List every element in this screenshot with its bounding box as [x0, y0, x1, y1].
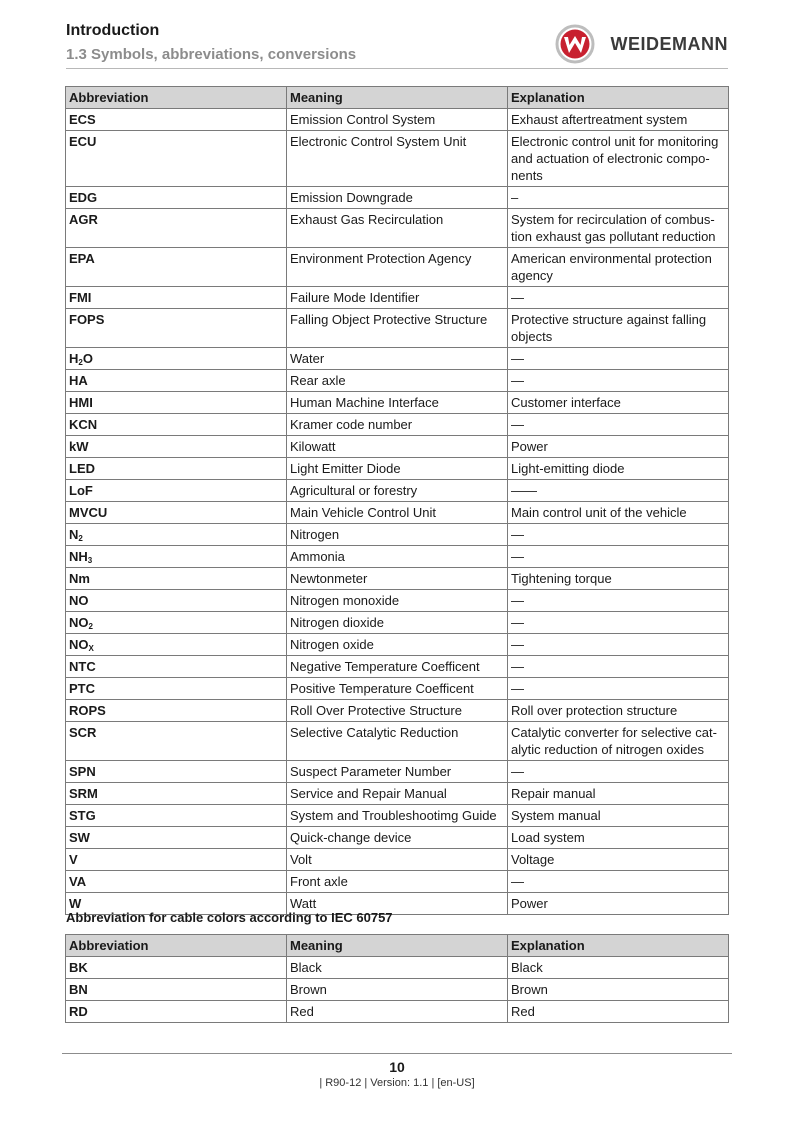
explanation-cell: Main control unit of the vehicle: [508, 502, 729, 524]
table-header-row: [66, 935, 729, 957]
table-row: [66, 1001, 729, 1023]
meaning-cell: Electronic Control System Unit: [287, 131, 508, 187]
meaning-cell: Environment Protection Agency: [287, 248, 508, 287]
meaning-cell: Human Machine Interface: [287, 392, 508, 414]
table-row: [66, 805, 729, 827]
explanation-cell: —: [508, 414, 729, 436]
document-info: | R90-12 | Version: 1.1 | [en-US]: [319, 1077, 475, 1089]
column-header-abbreviation: Abbreviation: [66, 87, 287, 109]
meaning-cell: Suspect Parameter Number: [287, 761, 508, 783]
weidemann-logo: [555, 24, 729, 64]
abbreviation-text: W: [69, 896, 82, 911]
meaning-cell: Kilowatt: [287, 436, 508, 458]
meaning-cell: Newtonmeter: [287, 568, 508, 590]
table-row: [66, 700, 729, 722]
abbreviation-text: RD: [69, 1004, 88, 1019]
abbreviation-text: SPN: [69, 764, 96, 779]
explanation-cell: —: [508, 524, 729, 546]
explanation-cell: Roll over protection structure: [508, 700, 729, 722]
abbreviation-cell: [66, 722, 287, 761]
abbreviation-text: KCN: [69, 417, 98, 432]
explanation-cell: —: [508, 871, 729, 893]
table-row: [66, 568, 729, 590]
table-row: [66, 392, 729, 414]
table-row: [66, 957, 729, 979]
explanation-cell: System manual: [508, 805, 729, 827]
table-row: [66, 109, 729, 131]
abbreviation-cell: [66, 248, 287, 287]
abbreviation-text: FMI: [69, 290, 92, 305]
abbreviation-text: NO: [69, 615, 89, 630]
abbreviation-text: EPA: [69, 251, 95, 266]
meaning-cell: Front axle: [287, 871, 508, 893]
abbreviation-cell: [66, 805, 287, 827]
meaning-cell: Volt: [287, 849, 508, 871]
meaning-cell: Negative Temperature Coefficent: [287, 656, 508, 678]
abbreviation-subscript: 2: [88, 622, 93, 631]
abbreviation-cell: [66, 309, 287, 348]
abbreviation-text: NO: [69, 593, 89, 608]
abbreviation-subscript: 3: [87, 556, 93, 565]
meaning-cell: Roll Over Protective Structure: [287, 700, 508, 722]
page-number: 10: [389, 1059, 405, 1075]
abbreviation-cell: [66, 546, 287, 568]
brand-name: WEIDEMANN: [610, 33, 728, 54]
abbreviation-text: LoF: [69, 483, 93, 498]
abbreviation-cell: [66, 370, 287, 392]
abbreviation-text: Nm: [69, 571, 90, 586]
abbreviation-text: BK: [69, 960, 88, 975]
table-row: [66, 348, 729, 370]
abbreviation-cell: [66, 414, 287, 436]
table-row: [66, 546, 729, 568]
abbreviation-text: ECU: [69, 134, 97, 149]
explanation-cell: —: [508, 546, 729, 568]
table-row: [66, 849, 729, 871]
meaning-cell: Main Vehicle Control Unit: [287, 502, 508, 524]
table-row: [66, 458, 729, 480]
meaning-cell: Water: [287, 348, 508, 370]
abbreviation-cell: [66, 590, 287, 612]
abbreviation-cell: [66, 436, 287, 458]
abbreviation-cell: [66, 1001, 287, 1023]
abbreviation-text: NO: [69, 637, 89, 652]
explanation-cell: —: [508, 761, 729, 783]
abbreviation-text: MVCU: [69, 505, 108, 520]
explanation-cell: Exhaust aftertreatment system: [508, 109, 729, 131]
abbreviation-text: SCR: [69, 725, 97, 740]
meaning-cell: Nitrogen oxide: [287, 634, 508, 656]
abbreviation-subscript: 2: [78, 534, 83, 543]
explanation-cell: —: [508, 612, 729, 634]
explanation-cell: Black: [508, 957, 729, 979]
table-row: [66, 309, 729, 348]
meaning-cell: Nitrogen dioxide: [287, 612, 508, 634]
meaning-cell: Falling Object Protective Structure: [287, 309, 508, 348]
explanation-cell: —: [508, 590, 729, 612]
abbreviation-text: AGR: [69, 212, 98, 227]
explanation-cell: Customer interface: [508, 392, 729, 414]
abbreviation-text: LED: [69, 461, 95, 476]
meaning-cell: Nitrogen monoxide: [287, 590, 508, 612]
meaning-cell: Agricultural or forestry: [287, 480, 508, 502]
abbreviation-text: N: [69, 527, 79, 542]
abbreviation-text: kW: [69, 439, 89, 454]
explanation-cell: Load system: [508, 827, 729, 849]
meaning-cell: Watt: [287, 893, 508, 915]
abbreviation-cell: [66, 634, 287, 656]
meaning-cell: Selective Catalytic Reduction: [287, 722, 508, 761]
table-row: [66, 131, 729, 187]
explanation-cell: Brown: [508, 979, 729, 1001]
abbreviation-cell: [66, 612, 287, 634]
meaning-cell: Emission Control System: [287, 109, 508, 131]
meaning-cell: Emission Downgrade: [287, 187, 508, 209]
column-header-meaning: Meaning: [287, 87, 508, 109]
meaning-cell: Light Emitter Diode: [287, 458, 508, 480]
table-row: [66, 370, 729, 392]
abbreviation-cell: [66, 524, 287, 546]
cable-colors-heading: Abbreviation for cable colors according to IEC 60757: [66, 910, 393, 925]
explanation-cell: Electronic control unit for monitoring and actuation of electronic compo-nents: [508, 131, 729, 187]
cable-colors-table: [65, 934, 729, 1023]
explanation-cell: —: [508, 656, 729, 678]
abbreviation-text: SW: [69, 830, 90, 845]
abbreviation-cell: [66, 678, 287, 700]
abbreviation-text: EDG: [69, 190, 98, 205]
section-subtitle: 1.3 Symbols, abbreviations, conversions: [66, 46, 357, 63]
abbreviation-text: NH: [69, 549, 88, 564]
abbreviation-text: HA: [69, 373, 88, 388]
page-header: [66, 20, 728, 69]
abbreviation-text: SRM: [69, 786, 98, 801]
abbreviation-cell: [66, 392, 287, 414]
explanation-cell: Voltage: [508, 849, 729, 871]
cable-colors-table-body: [66, 957, 729, 1023]
abbreviation-cell: [66, 131, 287, 187]
abbreviations-table: [65, 86, 729, 915]
explanation-cell: Repair manual: [508, 783, 729, 805]
table-row: [66, 612, 729, 634]
table-row: [66, 187, 729, 209]
table-row: [66, 761, 729, 783]
meaning-cell: Quick-change device: [287, 827, 508, 849]
abbreviation-cell: [66, 209, 287, 248]
table-row: [66, 287, 729, 309]
table-row: [66, 656, 729, 678]
abbreviation-suffix: O: [82, 351, 93, 366]
explanation-cell: Light-emitting diode: [508, 458, 729, 480]
meaning-cell: Rear axle: [287, 370, 508, 392]
table-row: [66, 590, 729, 612]
abbreviations-table-body: [66, 109, 729, 915]
abbreviation-cell: [66, 871, 287, 893]
explanation-cell: —: [508, 370, 729, 392]
table-row: [66, 634, 729, 656]
abbreviation-text: PTC: [69, 681, 95, 696]
explanation-cell: Power: [508, 436, 729, 458]
abbreviation-text: ROPS: [69, 703, 106, 718]
explanation-cell: Power: [508, 893, 729, 915]
column-header-explanation: Explanation: [508, 935, 729, 957]
meaning-cell: Kramer code number: [287, 414, 508, 436]
abbreviation-text: NTC: [69, 659, 96, 674]
abbreviation-text: HMI: [69, 395, 93, 410]
explanation-cell: Catalytic converter for selective cat-alytic reduction of nitrogen oxides: [508, 722, 729, 761]
abbreviation-text: ECS: [69, 112, 96, 127]
table-row: [66, 480, 729, 502]
abbreviation-cell: [66, 700, 287, 722]
explanation-cell: ——: [508, 480, 729, 502]
meaning-cell: Failure Mode Identifier: [287, 287, 508, 309]
column-header-abbreviation: Abbreviation: [66, 935, 287, 957]
explanation-cell: —: [508, 287, 729, 309]
explanation-cell: Protective structure against falling objects: [508, 309, 729, 348]
meaning-cell: Positive Temperature Coefficent: [287, 678, 508, 700]
table-row: [66, 871, 729, 893]
footer-divider: [62, 1053, 732, 1054]
abbreviation-subscript: X: [88, 644, 94, 653]
abbreviation-cell: [66, 979, 287, 1001]
abbreviation-cell: [66, 480, 287, 502]
meaning-cell: Red: [287, 1001, 508, 1023]
abbreviation-cell: [66, 957, 287, 979]
abbreviation-cell: [66, 849, 287, 871]
explanation-cell: —: [508, 634, 729, 656]
table-header-row: [66, 87, 729, 109]
abbreviation-text: V: [69, 852, 78, 867]
abbreviation-text: H: [69, 351, 79, 366]
abbreviation-subscript: 2: [78, 358, 83, 367]
abbreviation-cell: [66, 458, 287, 480]
explanation-cell: Red: [508, 1001, 729, 1023]
meaning-cell: Service and Repair Manual: [287, 783, 508, 805]
table-row: [66, 979, 729, 1001]
explanation-cell: —: [508, 348, 729, 370]
abbreviation-text: VA: [69, 874, 87, 889]
table-row: [66, 502, 729, 524]
table-row: [66, 414, 729, 436]
explanation-cell: American environmental protection agency: [508, 248, 729, 287]
table-row: [66, 436, 729, 458]
weidemann-logo-icon: [555, 24, 595, 64]
table-row: [66, 827, 729, 849]
abbreviation-cell: [66, 502, 287, 524]
table-row: [66, 248, 729, 287]
abbreviation-cell: [66, 827, 287, 849]
table-row: [66, 209, 729, 248]
abbreviation-cell: [66, 783, 287, 805]
abbreviation-cell: [66, 187, 287, 209]
chapter-title: Introduction: [66, 22, 160, 39]
meaning-cell: Black: [287, 957, 508, 979]
abbreviation-text: STG: [69, 808, 96, 823]
explanation-cell: –: [508, 187, 729, 209]
table-row: [66, 722, 729, 761]
meaning-cell: System and Troubleshootimg Guide: [287, 805, 508, 827]
abbreviation-cell: [66, 761, 287, 783]
abbreviation-cell: [66, 656, 287, 678]
table-row: [66, 678, 729, 700]
meaning-cell: Brown: [287, 979, 508, 1001]
column-header-explanation: Explanation: [508, 87, 729, 109]
abbreviation-cell: [66, 568, 287, 590]
abbreviation-text: BN: [69, 982, 88, 997]
table-row: [66, 524, 729, 546]
abbreviation-cell: [66, 109, 287, 131]
abbreviation-cell: [66, 348, 287, 370]
explanation-cell: System for recirculation of combus-tion exhaust gas pollutant reduction: [508, 209, 729, 248]
table-row: [66, 783, 729, 805]
column-header-meaning: Meaning: [287, 935, 508, 957]
explanation-cell: —: [508, 678, 729, 700]
abbreviation-cell: [66, 287, 287, 309]
explanation-cell: Tightening torque: [508, 568, 729, 590]
abbreviation-text: FOPS: [69, 312, 105, 327]
meaning-cell: Nitrogen: [287, 524, 508, 546]
meaning-cell: Exhaust Gas Recirculation: [287, 209, 508, 248]
meaning-cell: Ammonia: [287, 546, 508, 568]
